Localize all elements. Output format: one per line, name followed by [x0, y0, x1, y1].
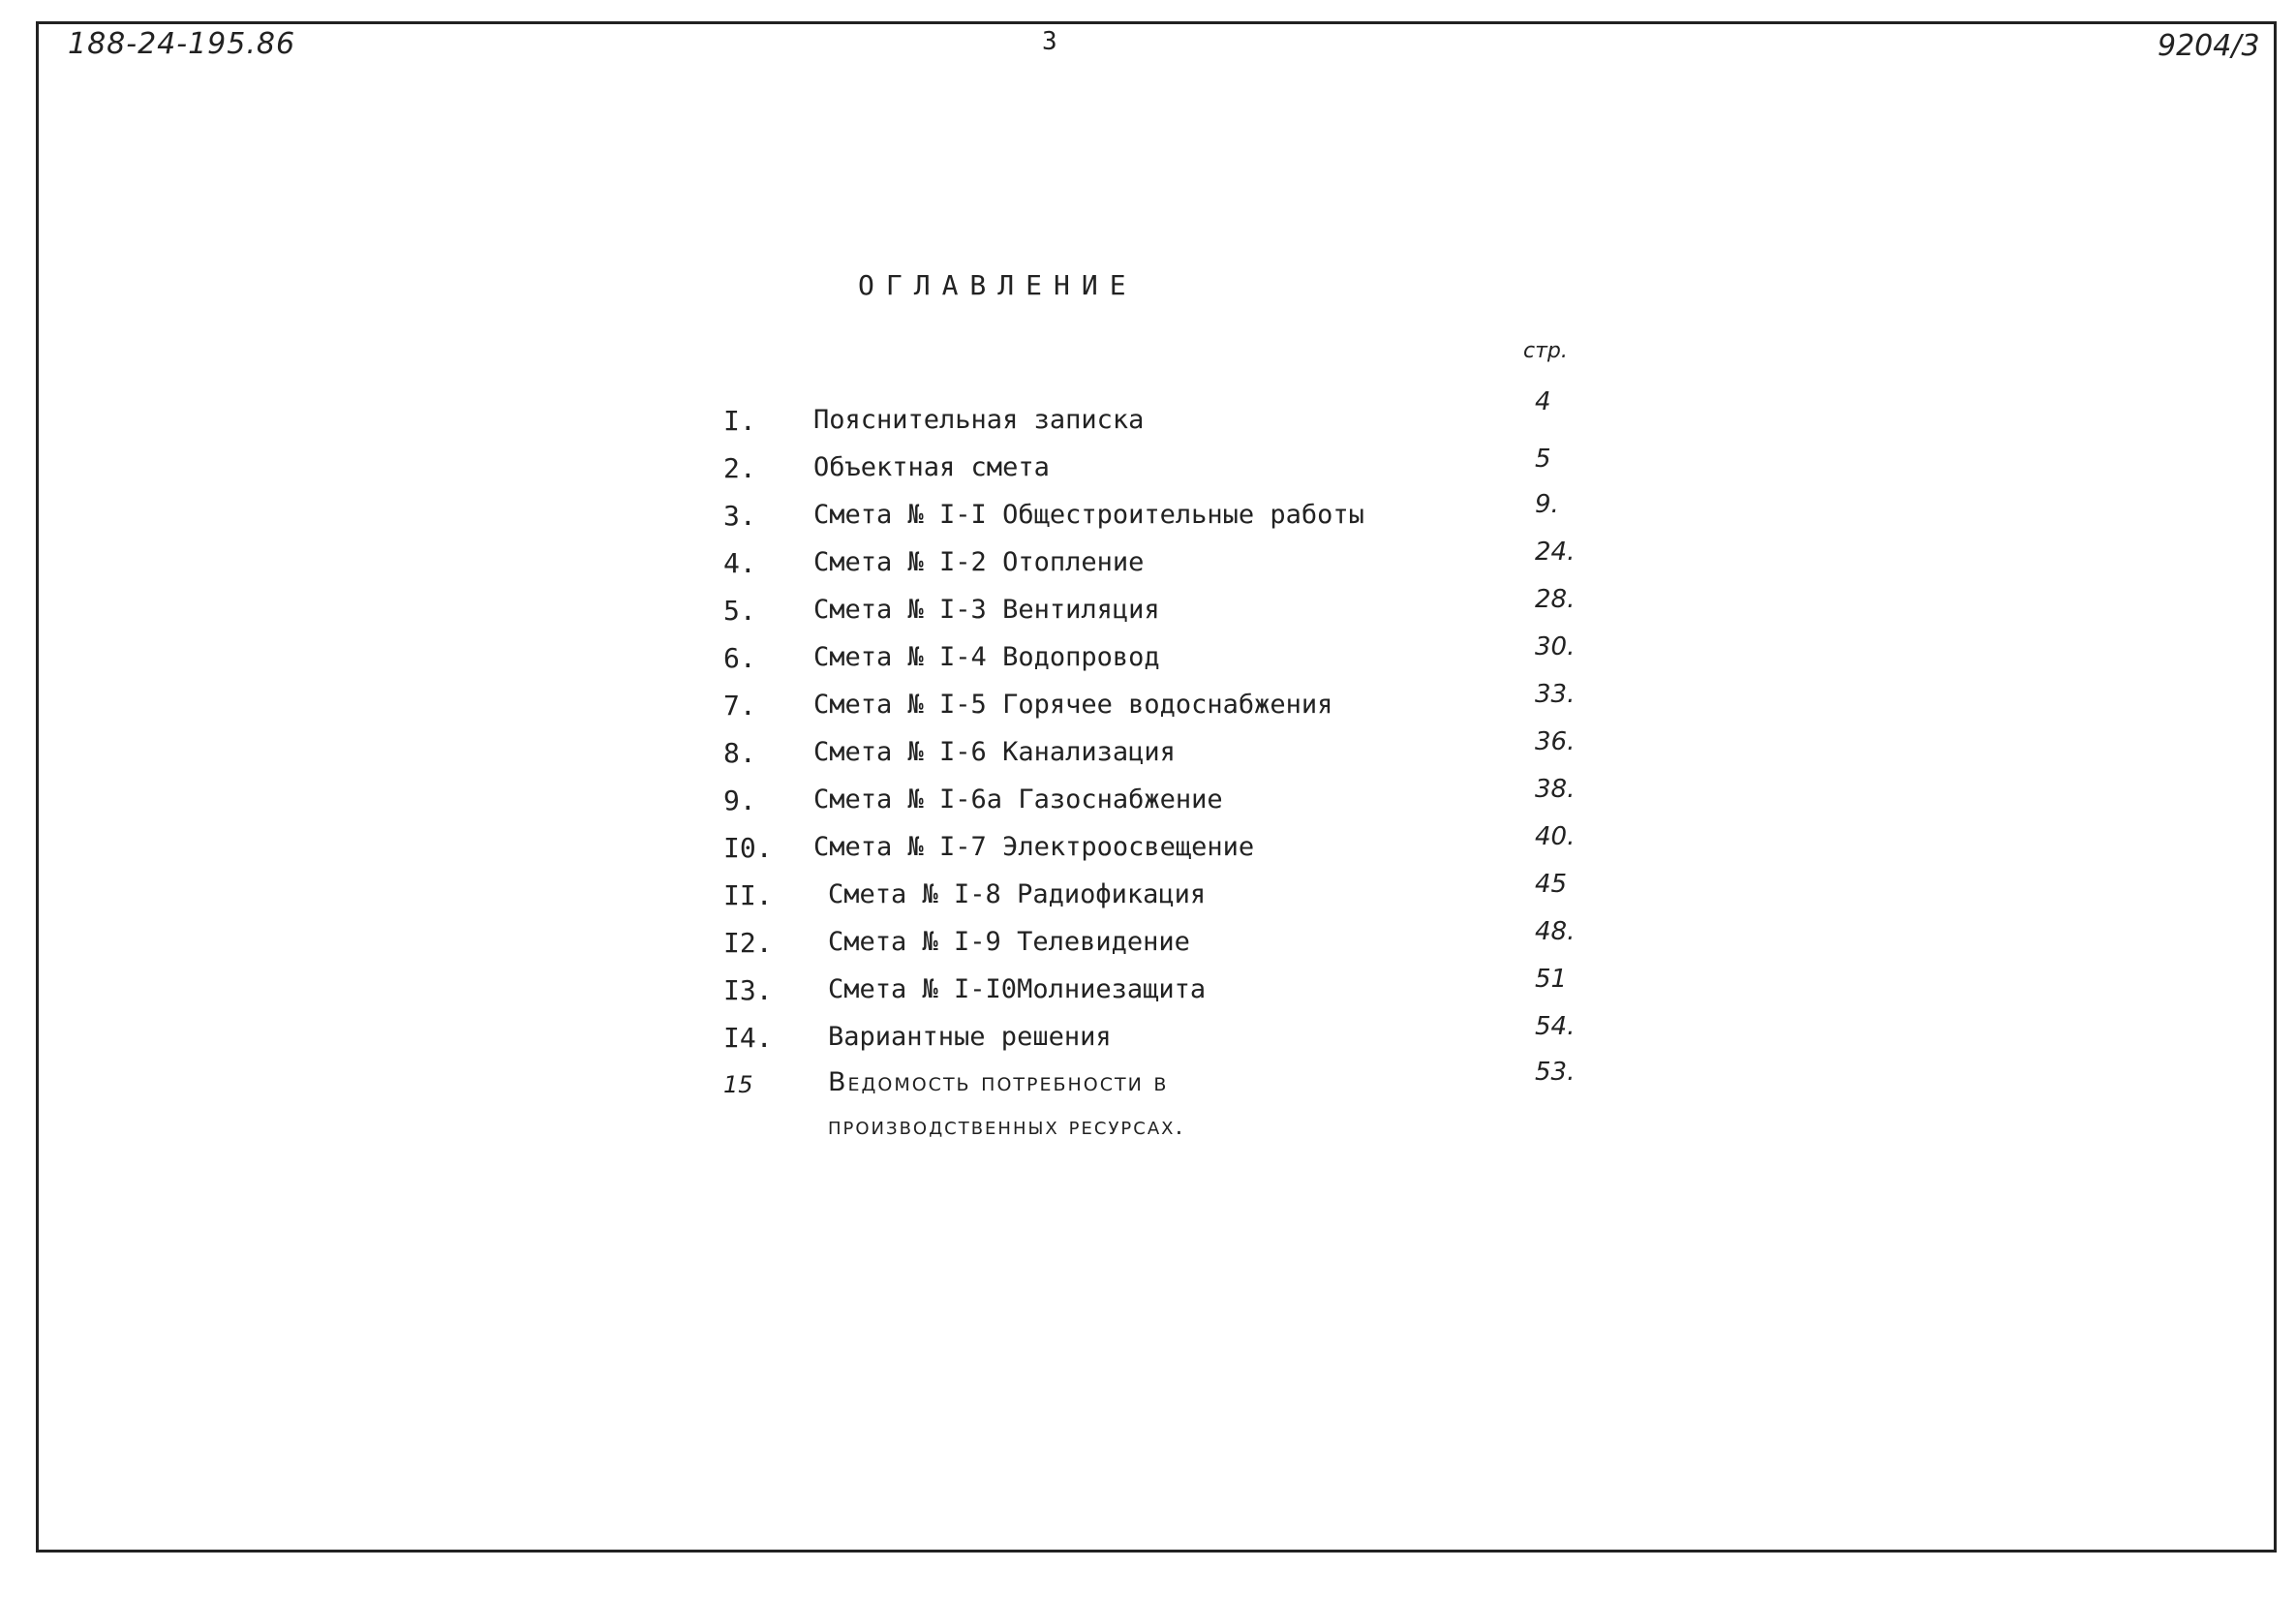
toc-item: [0, 632, 2296, 685]
toc-item-page: 51: [1535, 965, 1568, 994]
pages-column-label: стр.: [1523, 339, 1568, 363]
toc-item: [0, 870, 2296, 922]
toc-item-title: Смета № I-4 Водопровод: [813, 642, 1160, 672]
toc-item: [0, 585, 2296, 637]
toc-item-page: 40.: [1535, 822, 1576, 851]
toc-item-title: Смета № I-7 Электроосвещение: [813, 832, 1255, 862]
toc-item-page: 5: [1535, 445, 1551, 474]
toc-item: [0, 680, 2296, 732]
toc-item-title-continuation: производственных ресурсах.: [828, 1112, 1185, 1140]
toc-item-number: 2.: [723, 452, 756, 484]
toc-item-title: Смета № I-8 Радиофикация: [828, 879, 1207, 909]
toc-item-number: 15: [723, 1071, 753, 1098]
toc-item-page: 36.: [1535, 727, 1576, 756]
toc-item: [0, 727, 2296, 780]
toc-item-page: 30.: [1535, 632, 1576, 661]
toc-item: [0, 387, 2296, 447]
toc-item-title: Смета № I-3 Вентиляция: [813, 595, 1160, 625]
toc-item-number: 3.: [723, 500, 756, 532]
toc-item-page: 48.: [1535, 917, 1576, 946]
toc-item: [0, 538, 2296, 590]
toc-item-page: 54.: [1535, 1012, 1576, 1041]
toc-item-number: 9.: [723, 784, 756, 816]
toc-item-page: 45: [1535, 870, 1568, 899]
toc-item-title: Смета № I-5 Горячее водоснабжения: [813, 690, 1333, 720]
toc-item-title: Смета № I-9 Телевидение: [828, 927, 1190, 957]
toc-item-page: 4: [1535, 387, 1551, 416]
toc-item-title: Смета № I-2 Отопление: [813, 547, 1145, 577]
page-number: 3: [1042, 27, 1057, 56]
document-code: 188-24-195.86: [68, 27, 296, 61]
toc-item-number: I3.: [723, 974, 773, 1006]
toc-item: [0, 965, 2296, 1017]
toc-item-title: Смета № I-I0Молниезащита: [828, 974, 1207, 1004]
toc-item-page: 28.: [1535, 585, 1576, 614]
toc-item: [0, 1012, 2296, 1064]
toc-item-page: 24.: [1535, 538, 1576, 567]
toc-item-page: 33.: [1535, 680, 1576, 709]
toc-item-number: I2.: [723, 927, 773, 959]
toc-item-title: Ведомость потребности в: [828, 1067, 1169, 1097]
toc-item-number: I0.: [723, 832, 773, 864]
toc-item-number: I.: [723, 405, 756, 437]
toc-item-number: II.: [723, 879, 773, 911]
toc-item: [0, 445, 2296, 495]
toc-item-number: 7.: [723, 690, 756, 722]
toc-item-title: Вариантные решения: [828, 1022, 1112, 1052]
toc-item-page: 53.: [1535, 1058, 1576, 1087]
toc-item: [0, 775, 2296, 827]
toc-item-page: 38.: [1535, 775, 1576, 804]
toc-item-number: I4.: [723, 1022, 773, 1054]
toc-item-number: 5.: [723, 595, 756, 627]
toc-item: [0, 490, 2296, 542]
sheet-number: 9204/3: [2158, 29, 2260, 63]
toc-title: ОГЛАВЛЕНИЕ: [858, 269, 1138, 301]
toc-item-title: Смета № I-6а Газоснабжение: [813, 784, 1223, 815]
toc-item: [0, 1058, 2296, 1110]
toc-item-title: Смета № I-I Общестроительные работы: [813, 500, 1364, 530]
toc-item: [0, 917, 2296, 969]
toc-item-number: 6.: [723, 642, 756, 674]
toc-item-title: Объектная смета: [813, 452, 1050, 482]
toc-item-number: 8.: [723, 737, 756, 769]
toc-item: [0, 822, 2296, 875]
toc-item-number: 4.: [723, 547, 756, 579]
toc-item-title: Пояснительная записка: [813, 405, 1145, 435]
toc-item-page: 9.: [1535, 490, 1559, 519]
toc-item-title: Смета № I-6 Канализация: [813, 737, 1176, 767]
